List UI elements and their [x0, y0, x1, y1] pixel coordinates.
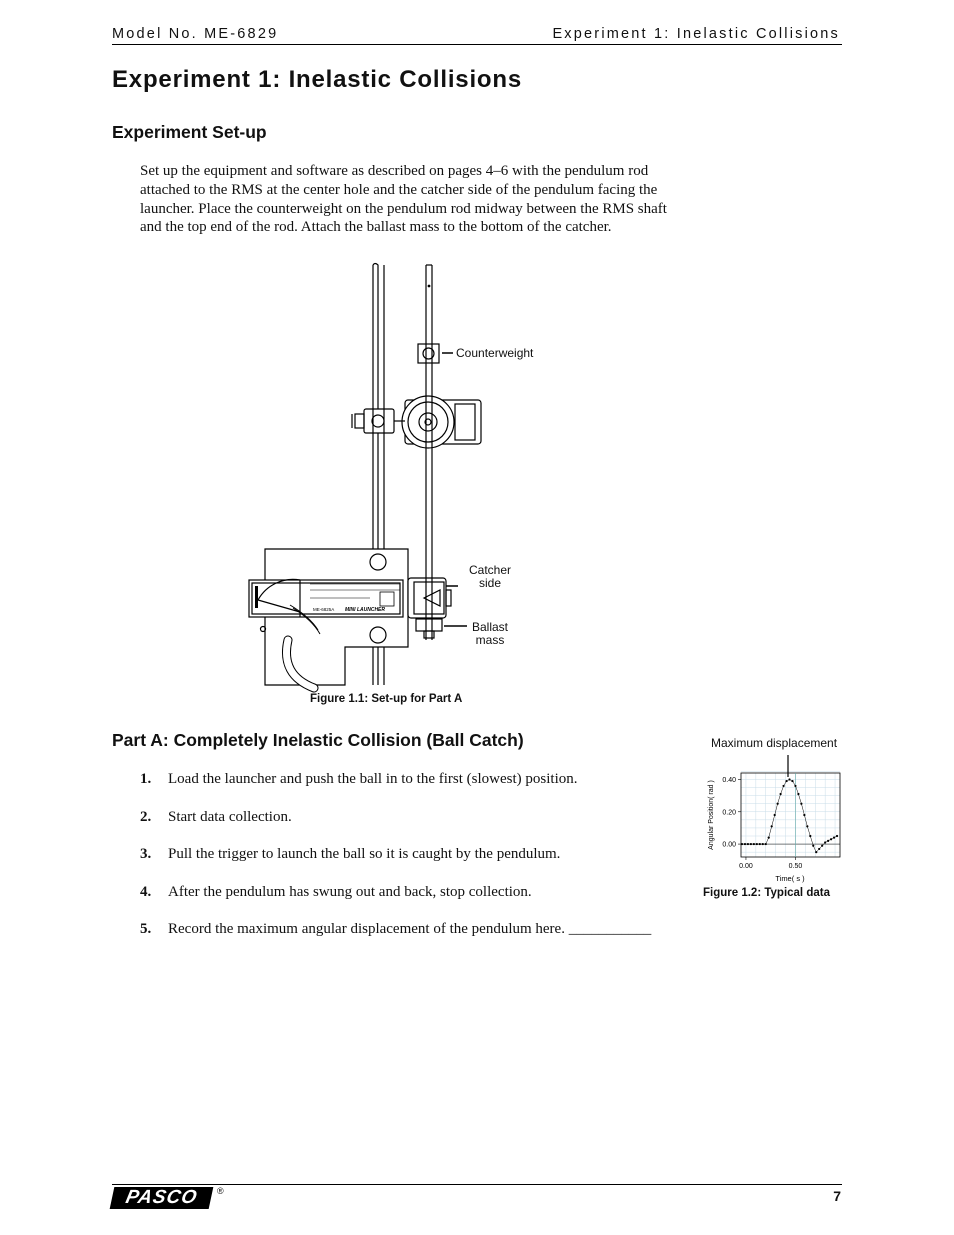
- ballast-label-line1: Ballast: [471, 620, 509, 634]
- counterweight-label: Counterweight: [456, 346, 534, 360]
- step-number: 1.: [140, 771, 152, 787]
- data-point: [774, 814, 776, 816]
- data-point: [777, 803, 779, 805]
- figure-1-2-caption: Figure 1.2: Typical data: [703, 887, 830, 899]
- data-point: [791, 780, 793, 782]
- data-point: [759, 843, 761, 845]
- data-point: [753, 843, 755, 845]
- step-text: Start data collection.: [168, 808, 292, 825]
- data-point: [794, 785, 796, 787]
- ballast-mass: [416, 619, 467, 638]
- launcher-bracket: [261, 549, 409, 688]
- catcher: [408, 578, 458, 618]
- data-point: [818, 848, 820, 850]
- data-point: [780, 793, 782, 795]
- data-point: [833, 837, 835, 839]
- data-series-line: [742, 780, 837, 853]
- page-number: 7: [833, 1188, 841, 1204]
- figure-1-1-caption: Figure 1.1: Set-up for Part A: [310, 693, 463, 705]
- data-point: [797, 793, 799, 795]
- page-title: Experiment 1: Inelastic Collisions: [112, 66, 522, 93]
- y-tick-label: 0.00: [722, 841, 736, 849]
- data-point: [756, 843, 758, 845]
- data-point: [744, 843, 746, 845]
- typical-data-chart: [700, 755, 845, 885]
- data-point: [785, 780, 787, 782]
- y-tick-label: 0.40: [722, 776, 736, 784]
- registered-mark: ®: [217, 1186, 224, 1196]
- step-number: 2.: [140, 808, 152, 825]
- step-text: After the pendulum has swung out and back, stop collection.: [168, 883, 532, 900]
- ballast-label-line2: mass: [475, 632, 505, 647]
- data-point: [747, 843, 749, 845]
- data-point: [750, 843, 752, 845]
- rotary-motion-sensor: [402, 396, 481, 448]
- data-point: [771, 825, 773, 827]
- data-point: [765, 843, 767, 845]
- x-tick-label: 0.50: [788, 863, 803, 870]
- counterweight: [418, 344, 439, 363]
- data-point: [762, 843, 764, 845]
- data-point: [809, 835, 811, 837]
- ballast-mass-label: [465, 621, 515, 646]
- launcher-model-text: ME-6825A: [313, 607, 335, 612]
- step-text: Record the maximum angular displacement of the pendulum here. ___________: [168, 921, 652, 937]
- data-point: [836, 835, 838, 837]
- data-point: [800, 803, 802, 805]
- step-text: Load the launcher and push the ball in to the first (slowest) position.: [168, 771, 578, 787]
- catcher-side-label: [463, 564, 517, 589]
- data-point: [741, 843, 743, 845]
- launcher-brand-text: MINI LAUNCHER: [345, 607, 385, 613]
- data-point: [768, 837, 770, 839]
- header-model-number: Model No. ME-6829: [112, 26, 279, 42]
- x-axis-label: Time( s ): [775, 874, 805, 883]
- catcher-label-line2: side: [478, 575, 501, 590]
- step-number: 5.: [140, 921, 152, 937]
- y-tick-label: 0.20: [722, 809, 736, 817]
- step-number: 3.: [140, 846, 152, 862]
- data-point: [830, 838, 832, 840]
- header-chapter-title: Experiment 1: Inelastic Collisions: [552, 26, 840, 42]
- data-point: [815, 851, 817, 853]
- part-a-heading: Part A: Completely Inelastic Collision (Ball Catch): [112, 730, 524, 750]
- data-point: [824, 841, 826, 843]
- data-point: [788, 778, 790, 780]
- data-point: [821, 845, 823, 847]
- data-point: [827, 840, 829, 842]
- x-tick-label: 0.00: [739, 863, 753, 870]
- setup-paragraph: Set up the equipment and software as described on pages 4–6 with the pendulum rod attached to the RMS at the center hole and the catcher side of the pendulum facing the launcher. Place the counterweight on the pendulum rod midway between the RMS shaft and the top end of the rod. Attach the ballast mass to the bottom of the catcher.: [140, 163, 667, 236]
- pasco-logo: PASCO: [110, 1187, 214, 1209]
- data-point: [806, 825, 808, 827]
- data-point: [782, 785, 784, 787]
- step-text: Pull the trigger to launch the ball so it is caught by the pendulum.: [168, 846, 561, 862]
- footer-divider: [112, 1184, 842, 1185]
- step-number: 4.: [140, 883, 152, 900]
- data-point: [803, 814, 805, 816]
- rod-clamp: [352, 409, 405, 433]
- setup-heading: Experiment Set-up: [112, 122, 267, 142]
- data-point: [812, 845, 814, 847]
- max-displacement-annotation: Maximum displacement: [711, 736, 838, 750]
- catcher-label-line1: Catcher: [468, 563, 512, 577]
- y-axis-label: Angular Position( rad ): [708, 780, 715, 850]
